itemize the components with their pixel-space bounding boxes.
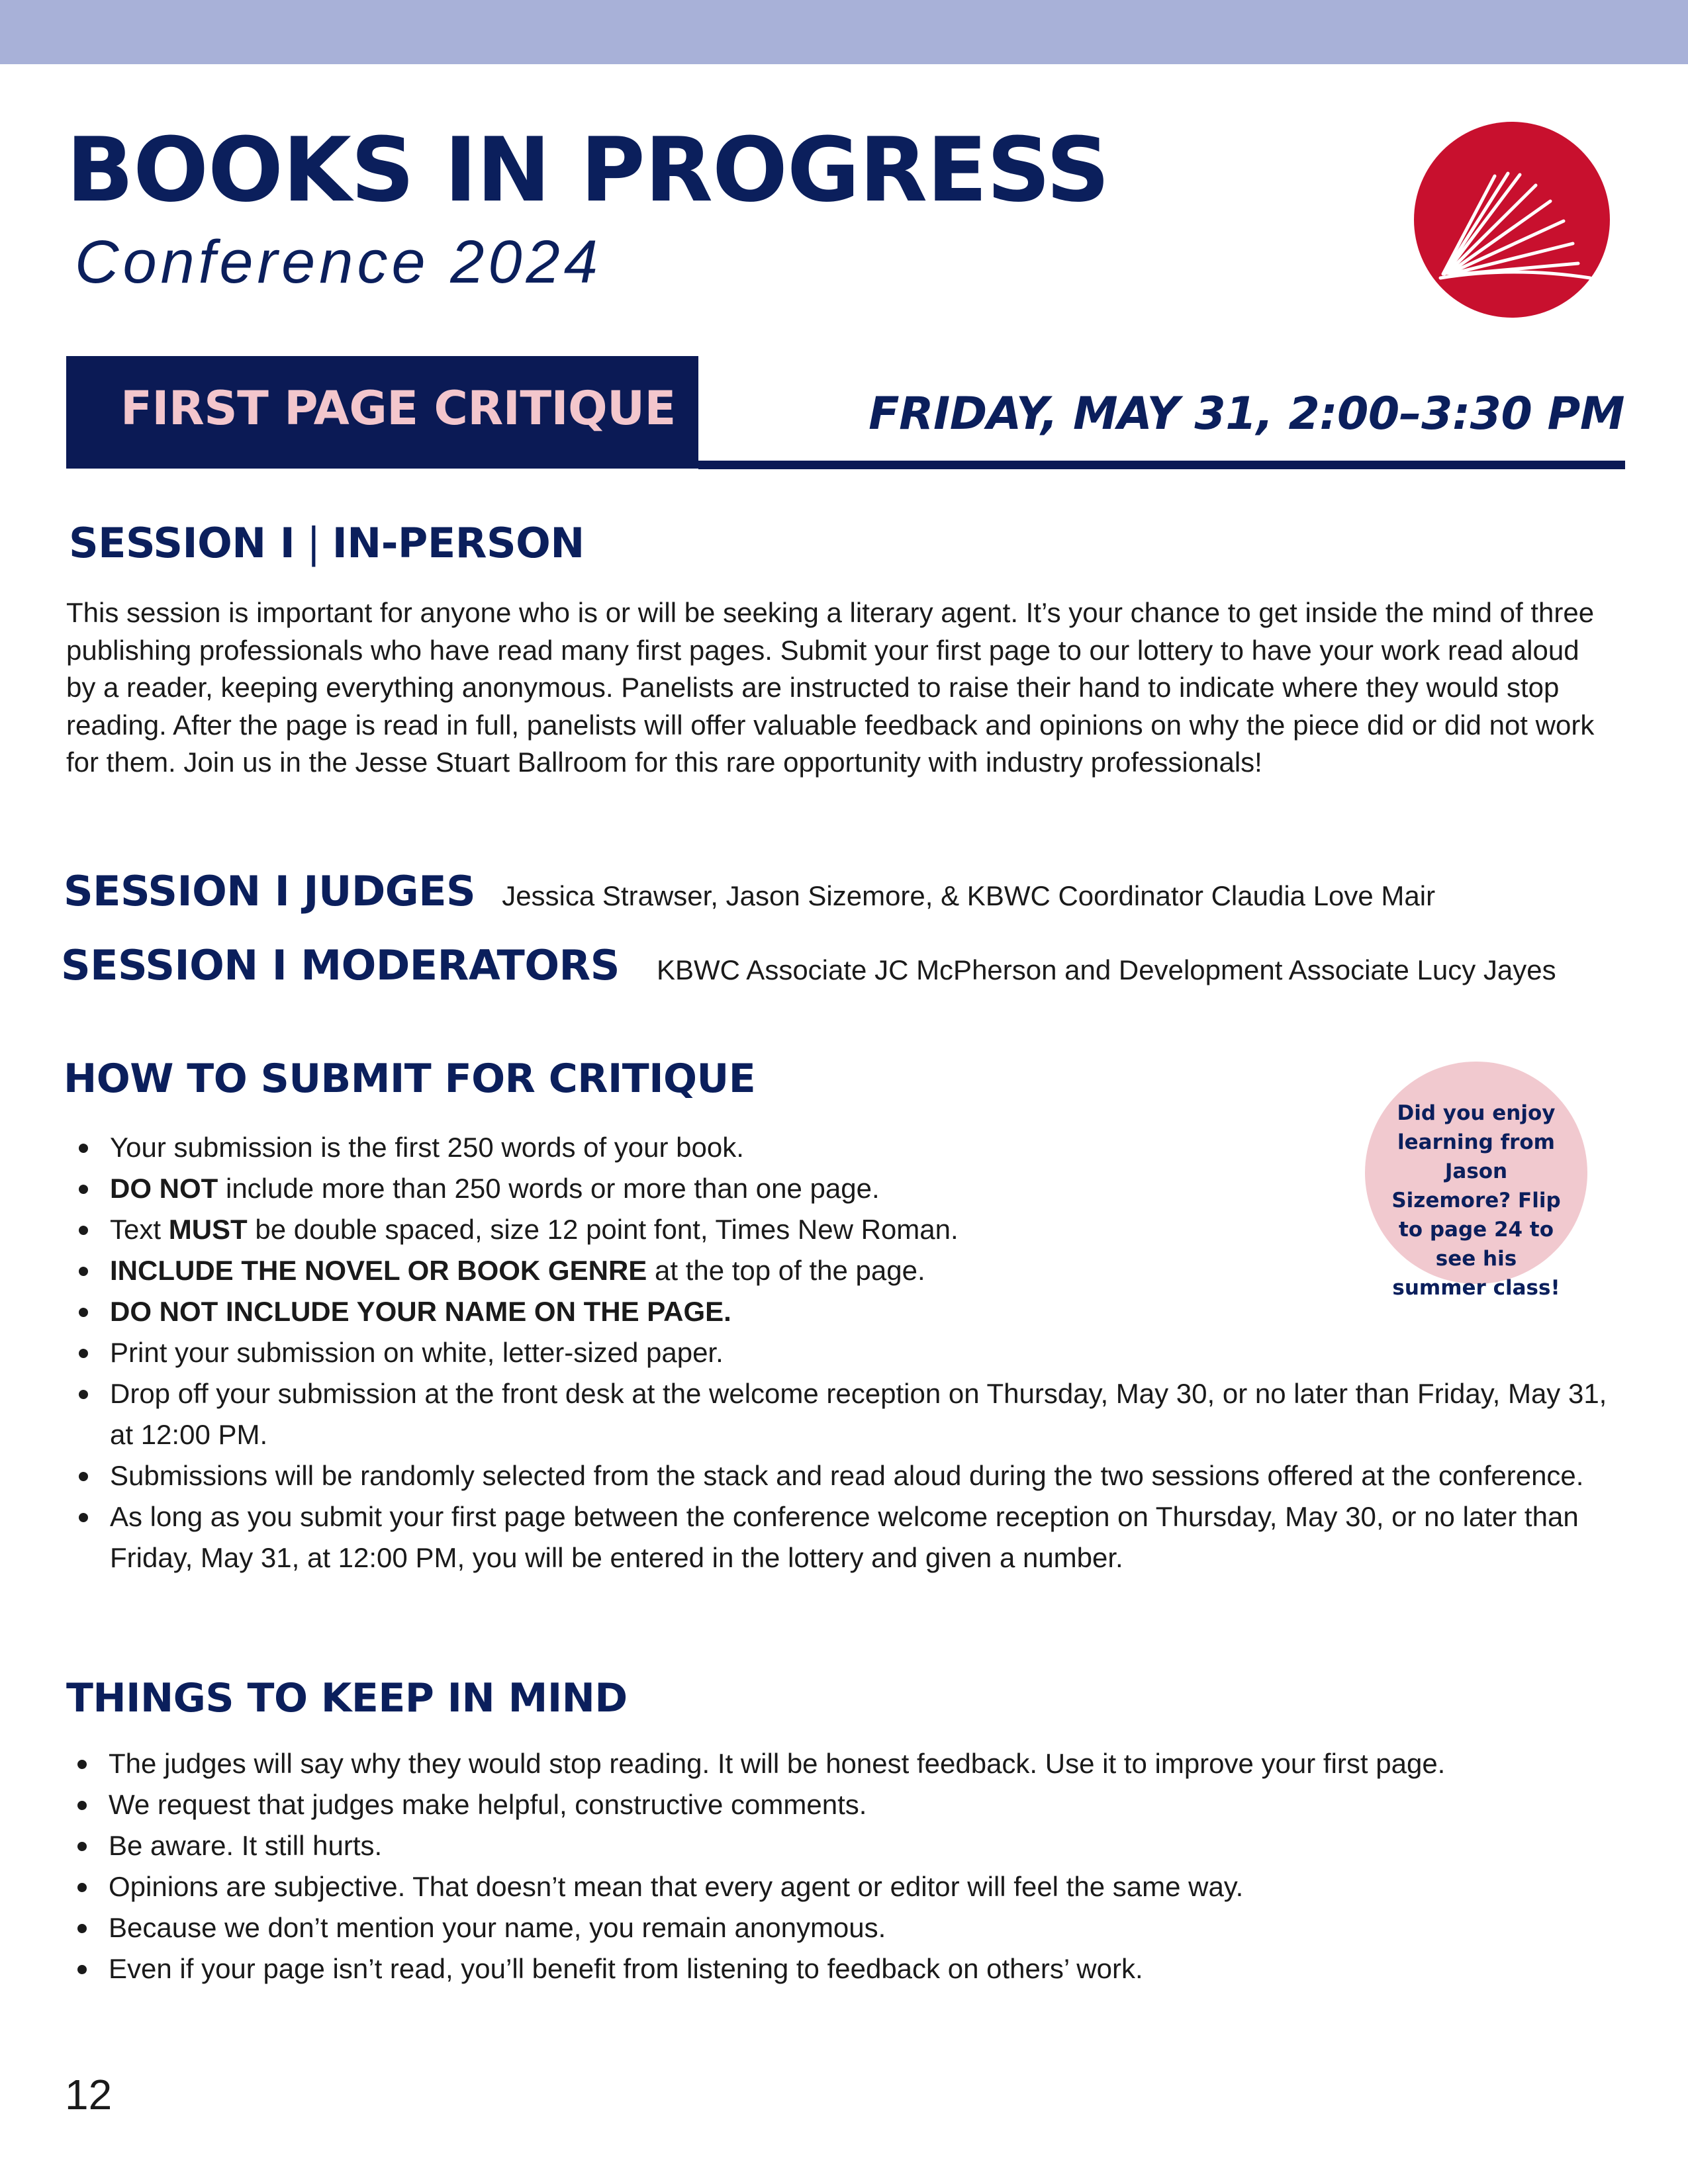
- session-description: This session is important for anyone who is or will be seeking a literary agent. It’s your chance to get inside the mind of three publishing professionals who have read many first pages. Submit your first page to our lottery to have your work read aloud by a reader, keeping everything anonymous. Panelists are instructed to raise their hand to indicate where they would stop reading. After the page is read in full, panelists will offer valuable feedback and opinions on why the piece did or did not work for them. Join us in the Jesse Stuart Ballroom for this rare opportunity with industry professionals!: [66, 597, 1595, 778]
- item-emphasis: MUST: [168, 1214, 248, 1245]
- section-banner: [66, 356, 698, 469]
- list-item: [68, 1250, 1617, 1291]
- list-item: Opinions are subjective. That doesn’t mean that every agent or editor will feel the same way.: [66, 1866, 1615, 1907]
- session-date: FRIDAY, MAY 31, 2:00–3:30 PM: [868, 388, 1624, 440]
- promo-callout-circle: [1365, 1062, 1587, 1300]
- banner-divider-line: [698, 461, 1625, 469]
- page-subtitle: Conference 2024: [75, 228, 602, 296]
- heading-separator: |: [306, 519, 320, 567]
- promo-callout-text: Did you enjoy learning from Jason Sizemore? Flip to page 24 to see his summer class!: [1391, 1101, 1561, 1300]
- item-text: be double spaced, size 12 point font, Times New Roman.: [247, 1214, 959, 1245]
- open-book-icon: [1414, 122, 1610, 318]
- item-emphasis: INCLUDE THE NOVEL OR BOOK GENRE: [110, 1255, 647, 1286]
- list-item: [68, 1455, 1617, 1496]
- moderators-row: [61, 941, 1556, 989]
- list-item: Even if your page isn’t read, you’ll benefit from listening to feedback on others’ work.: [66, 1948, 1615, 1989]
- judges-label: SESSION I JUDGES: [64, 867, 476, 915]
- list-item: We request that judges make helpful, constructive comments.: [66, 1784, 1615, 1825]
- how-to-submit-heading: HOW TO SUBMIT FOR CRITIQUE: [64, 1056, 756, 1102]
- session-heading-left: SESSION I: [69, 519, 295, 567]
- keep-in-mind-heading: THINGS TO KEEP IN MIND: [66, 1675, 628, 1721]
- moderators-names: KBWC Associate JC McPherson and Development Associate Lucy Jayes: [656, 954, 1556, 985]
- keep-in-mind-list: [66, 1743, 1615, 1989]
- item-emphasis: DO NOT INCLUDE YOUR NAME ON THE PAGE.: [110, 1296, 731, 1327]
- list-item: [68, 1373, 1617, 1455]
- item-text: include more than 250 words or more than one page.: [218, 1173, 880, 1204]
- item-text: Submissions will be randomly selected from the stack and read aloud during the two sessions offered at the conference.: [110, 1460, 1584, 1491]
- list-item: The judges will say why they would stop reading. It will be honest feedback. Use it to improve your first page.: [66, 1743, 1615, 1784]
- judges-names: Jessica Strawser, Jason Sizemore, & KBWC Coordinator Claudia Love Mair: [502, 880, 1436, 911]
- list-item: [68, 1291, 1617, 1332]
- page-number: 12: [65, 2071, 113, 2118]
- session-heading-right: IN-PERSON: [332, 519, 585, 567]
- item-text: at the top of the page.: [647, 1255, 925, 1286]
- list-item: Be aware. It still hurts.: [66, 1825, 1615, 1866]
- page-title: BOOKS IN PROGRESS: [66, 118, 1109, 222]
- list-item: Because we don’t mention your name, you remain anonymous.: [66, 1907, 1615, 1948]
- item-emphasis: DO NOT: [110, 1173, 218, 1204]
- judges-row: [64, 867, 1435, 915]
- session-heading: [69, 519, 585, 567]
- item-text: Drop off your submission at the front desk at the welcome reception on Thursday, May 30, or no later than Friday, May 31, at 12:00 PM.: [110, 1378, 1607, 1450]
- item-text: Your submission is the first 250 words of your book.: [110, 1132, 744, 1163]
- item-text: As long as you submit your first page between the conference welcome reception on Thursday, May 30, or no later than Friday, May 31, at 12:00 PM, you will be entered in the lottery and given a number.: [110, 1501, 1579, 1573]
- item-prefix: Text: [110, 1214, 169, 1245]
- list-item: [68, 1496, 1617, 1578]
- item-text: Print your submission on white, letter-sized paper.: [110, 1337, 724, 1368]
- list-item: [68, 1332, 1617, 1373]
- banner-label: FIRST PAGE CRITIQUE: [120, 381, 676, 435]
- top-accent-bar: [0, 0, 1688, 64]
- moderators-label: SESSION I MODERATORS: [61, 941, 620, 989]
